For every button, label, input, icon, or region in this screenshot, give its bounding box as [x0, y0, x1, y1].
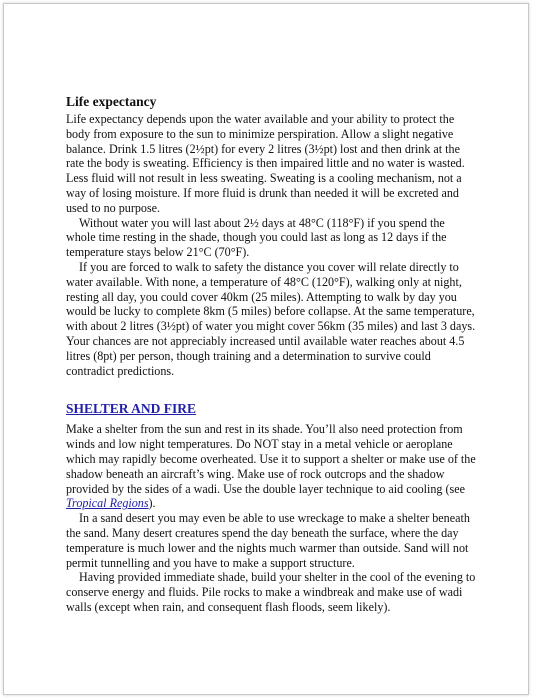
paragraph-shelter-1 [66, 422, 476, 511]
paragraph-shelter-3: Having provided immediate shade, build your shelter in the cool of the evening to conserve energy and fluids. Pile rocks to make a windbreak and make use of wadi walls (except when rain, and consequent flash floods, seem likely). [66, 570, 476, 614]
paragraph-life-expectancy-1: Life expectancy depends upon the water available and your ability to protect the body from exposure to the sun to minimize perspiration. Allow a slight negative balance. Drink 1.5 litres (2½pt) for every 2 litres (3½pt) lost and then drink at the rate the body is sweating. Efficiency is then impaired little and no water is wasted. Less fluid will not result in less sweating. Sweating is a cooling mechanism, not a way of losing moisture. If more fluid is drunk than needed it will be excreted and used to no purpose. [66, 112, 465, 215]
document-body [66, 93, 476, 615]
paragraph-shelter-1-end: ). [148, 496, 156, 511]
paragraph-life-expectancy-3: If you are forced to walk to safety the distance you cover will relate directly to water available. With none, a temperature of 48°C (120°F), walking only at night, resting all day, you could cover 40km (25 miles). Attempting to walk by day you would be lucky to complete 8km (5 miles) before collapse. At the same temperature, with about 2 litres (3½pt) of water you might cover 56km (35 miles) and last 3 days. Your chances are not appreciably increased until available water reaches about 4.5 litres (8pt) per person, though training and a determination to survive could contradict predictions. [66, 259, 476, 378]
paragraph-life-expectancy-2: Without water you will last about 2½ days at 48°C (118°F) if you spend the whole time resting in the shade, though you could last as long as 12 days if the temperature stays below 21°C (70°F). [66, 215, 447, 260]
tropical-regions-link[interactable]: Tropical Regions [66, 496, 149, 511]
paragraph-shelter-1-text: Make a shelter from the sun and rest in its shade. You’ll also need protection from winds and low night temperatures. Do NOT stay in a metal vehicle or aeroplane which may rapidly become overheated. Use it to support a shelter or make use of the shadow beneath an aircraft’s wing. Make use of rock outcrops and the shadow provided by the sides of a wadi. Use the double layer technique to aid cooling (see [66, 422, 476, 496]
paragraph-shelter-2: In a sand desert you may even be able to use wreckage to make a shelter beneath the sand. Many desert creatures spend the day beneath the surface, where the day temperature is much lower and the nights much warmer than outside. Sand will not permit tunnelling and you have to make a support structure. [66, 511, 470, 570]
heading-life-expectancy: Life expectancy [66, 94, 157, 109]
section-spacer [66, 378, 476, 400]
document-page [3, 3, 529, 695]
heading-shelter-and-fire-link[interactable]: SHELTER AND FIRE [66, 401, 197, 417]
